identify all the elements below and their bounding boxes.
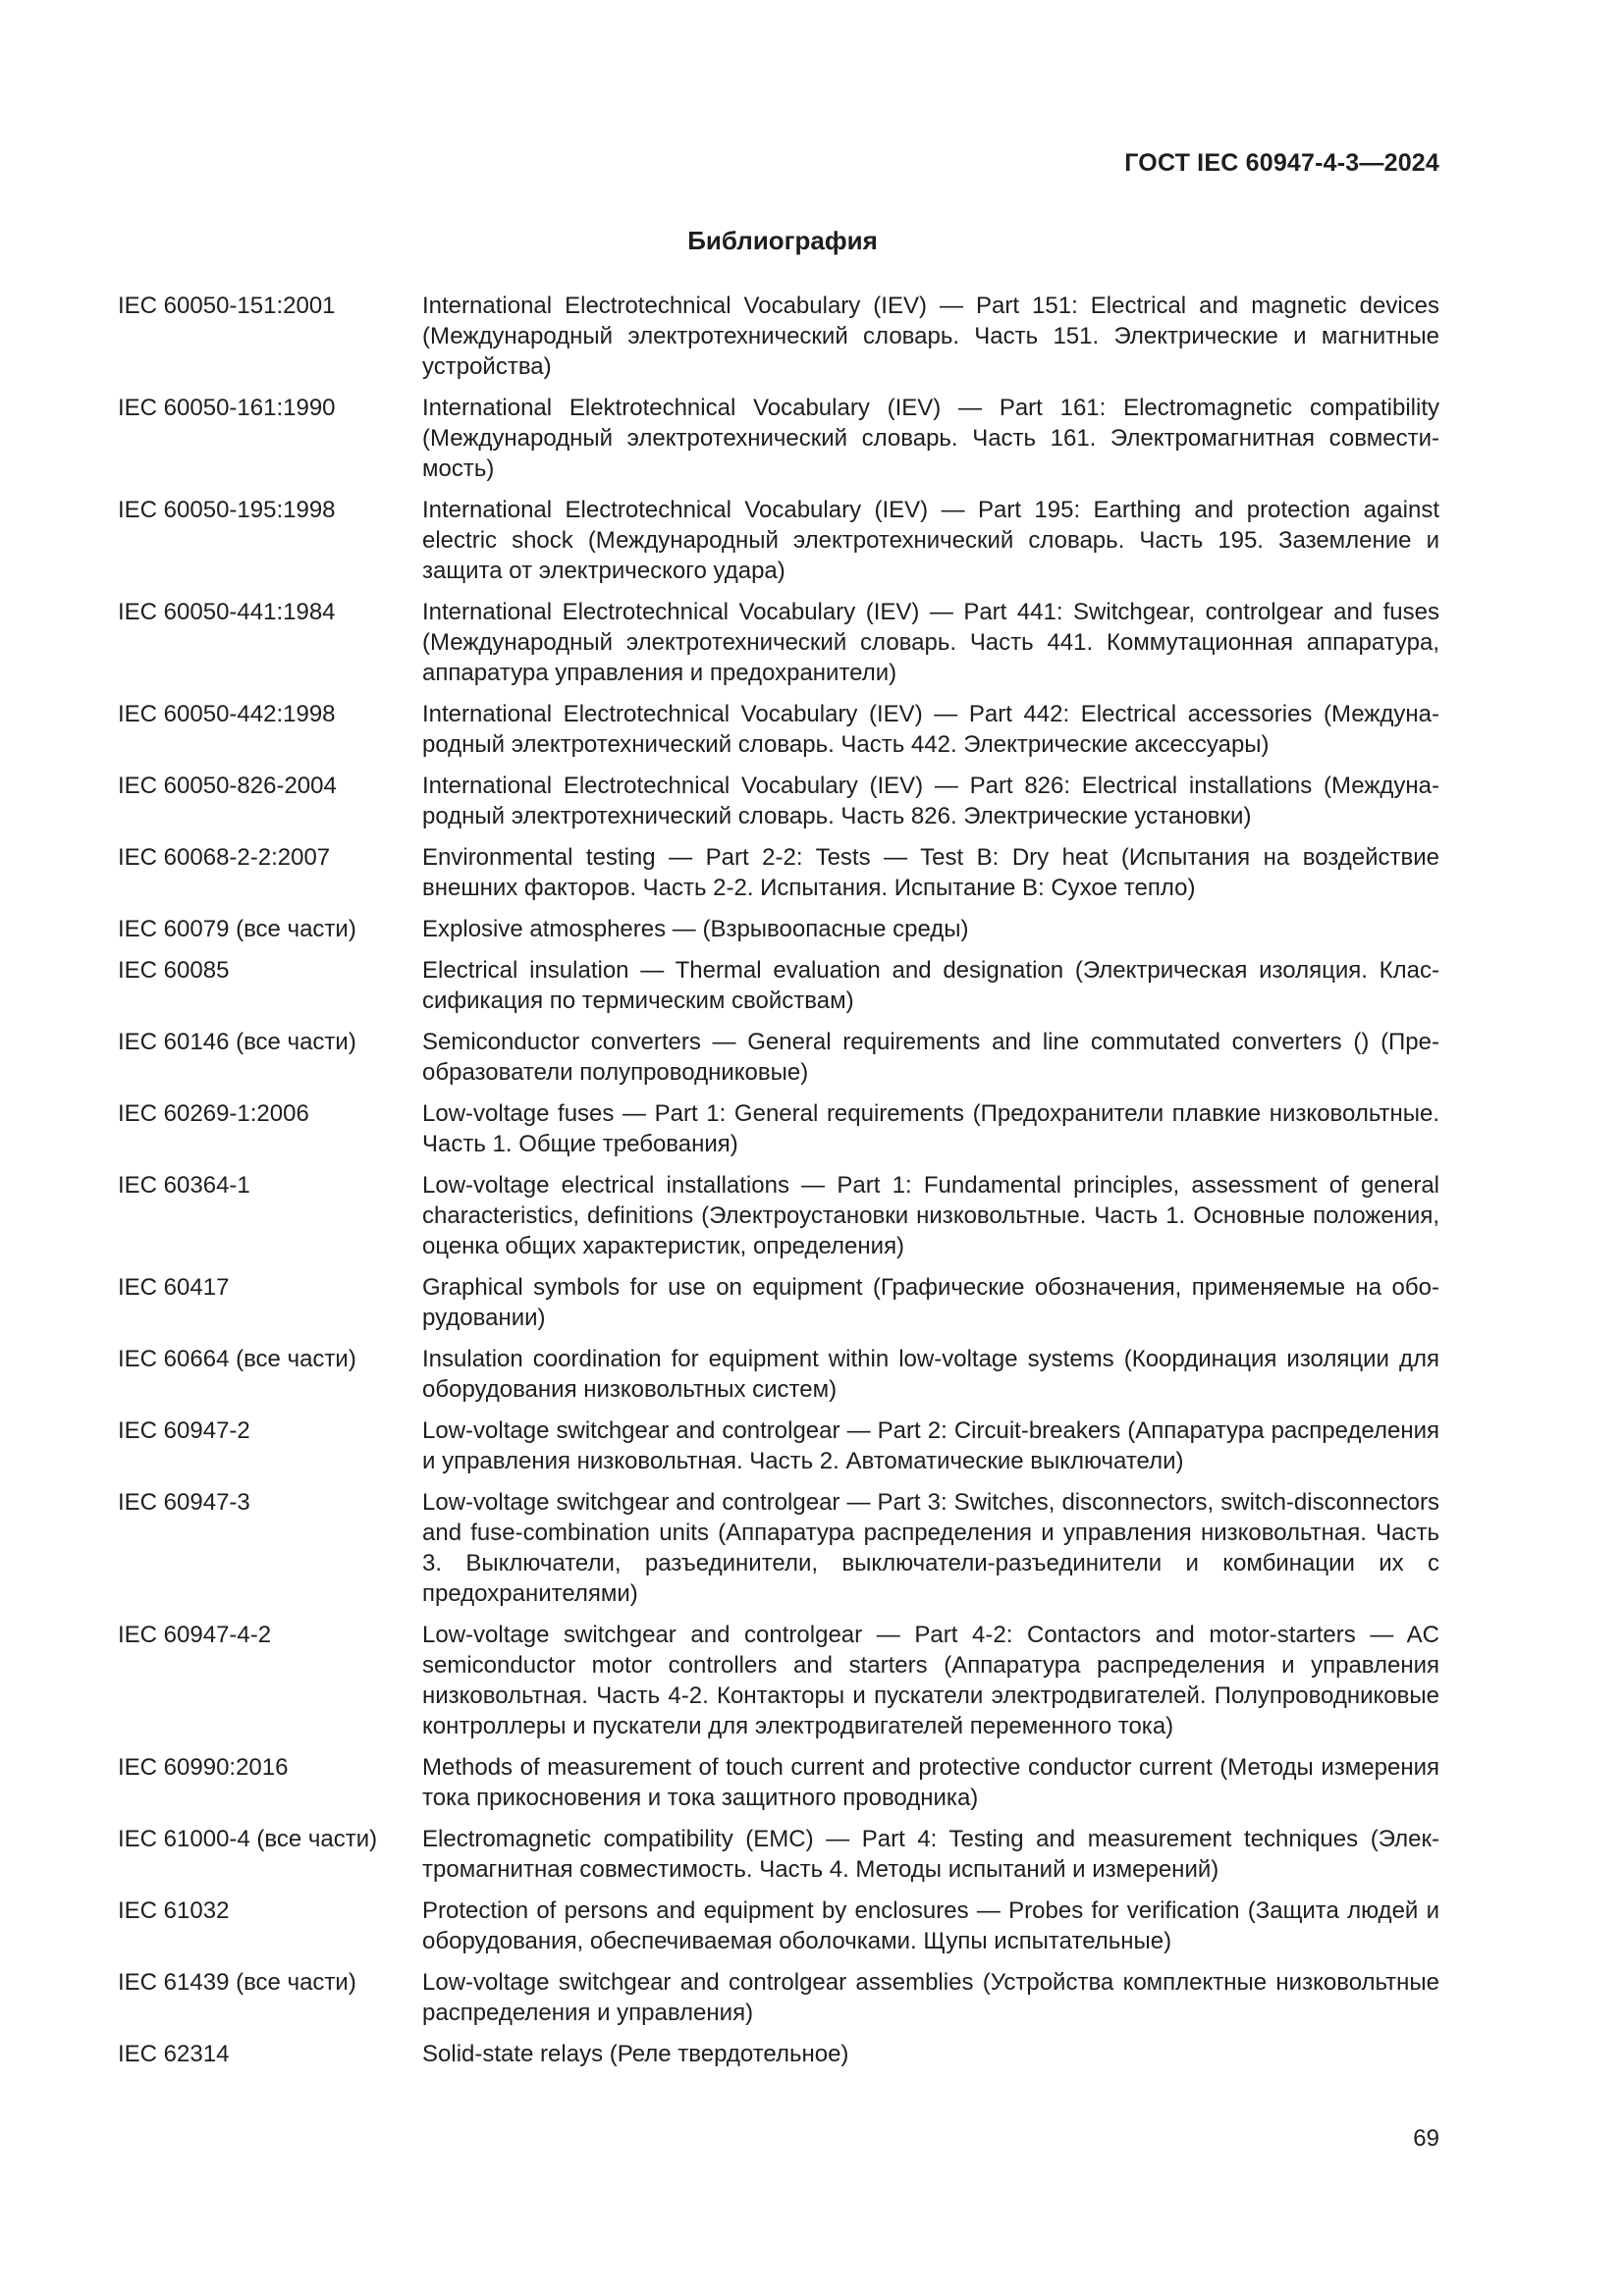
entry-code: IEC 60050-195:1998 bbox=[118, 497, 336, 523]
entry-description: Low-voltage switchgear and controlgear — Part 4-2: Contactors and motor-starters — AC semiconductor motor controllers and starters (Аппаратура распределения и управления низковольтная. Часть 4-2. Контакторы и пускатели электродвигателей. Полупроводниковые контроллеры и пускатели для электродвигателей переменного тока) bbox=[422, 1622, 1439, 1739]
entry-description: Low-voltage switchgear and controlgear — Part 2: Circuit-breakers (Аппаратура распределения и управления низковольтная. Часть 2. Автоматические выключатели) bbox=[422, 1417, 1439, 1474]
entry-code: IEC 60050-826-2004 bbox=[118, 773, 337, 799]
bibliography-entry bbox=[118, 1620, 1439, 1741]
entry-code: IEC 60947-3 bbox=[118, 1489, 250, 1516]
bibliography-list bbox=[118, 291, 1439, 2080]
entry-description: Electromagnetic compatibility (EMC) — Part 4: Testing and measurement techniques (Электромагнитная совместимость. Часть 4. Методы испытаний и измерений) bbox=[422, 1826, 1439, 1883]
entry-code: IEC 60269-1:2006 bbox=[118, 1100, 309, 1127]
entry-description: Electrical insulation — Thermal evaluation and designation (Электрическая изоляция. Классификация по термическим свойствам) bbox=[422, 957, 1439, 1014]
bibliography-entry bbox=[118, 1344, 1439, 1405]
entry-description: Insulation coordination for equipment within low-voltage systems (Координация изоляции для оборудования низковольтных систем) bbox=[422, 1346, 1439, 1403]
page-number: 69 bbox=[1413, 2125, 1439, 2152]
entry-description: International Electrotechnical Vocabulary (IEV) — Part 195: Earthing and protection against electric shock (Международный электротехнический словарь. Часть 195. Заземление и защита от электрического удара) bbox=[422, 497, 1439, 584]
bibliography-entry bbox=[118, 914, 1439, 944]
bibliography-entry bbox=[118, 291, 1439, 382]
entry-code: IEC 62314 bbox=[118, 2041, 230, 2067]
entry-code: IEC 60990:2016 bbox=[118, 1754, 289, 1781]
bibliography-entry bbox=[118, 955, 1439, 1016]
bibliography-entry bbox=[118, 1027, 1439, 1088]
entry-code: IEC 60050-441:1984 bbox=[118, 599, 336, 625]
bibliography-entry bbox=[118, 1752, 1439, 1813]
entry-description: Low-voltage switchgear and controlgear assemblies (Устройства комплектные низковольтные распределения и управления) bbox=[422, 1969, 1439, 2026]
entry-code: IEC 60664 (все части) bbox=[118, 1346, 356, 1372]
entry-code: IEC 61032 bbox=[118, 1897, 230, 1924]
bibliography-entry bbox=[118, 2039, 1439, 2069]
entry-description: Graphical symbols for use on equipment (Графические обозначения, применяемые на оборудовании) bbox=[422, 1274, 1439, 1331]
entry-code: IEC 60364-1 bbox=[118, 1172, 250, 1199]
entry-code: IEC 60947-2 bbox=[118, 1417, 250, 1444]
entry-description: International Elektrotechnical Vocabulary (IEV) — Part 161: Electromagnetic compatibility (Международный электротехнический словарь. Часть 161. Электромагнитная совместимость) bbox=[422, 395, 1439, 482]
entry-code: IEC 60068-2-2:2007 bbox=[118, 844, 331, 871]
entry-code: IEC 60050-442:1998 bbox=[118, 701, 336, 727]
entry-description: Methods of measurement of touch current and protective conductor current (Методы измерения тока прикосновения и тока защитного проводника) bbox=[422, 1754, 1439, 1811]
entry-description: International Electrotechnical Vocabulary (IEV) — Part 151: Electrical and magnetic devices (Международный электротехнический словарь. Часть 151. Электрические и магнитные устройства) bbox=[422, 293, 1439, 380]
bibliography-entry bbox=[118, 495, 1439, 586]
entry-description: Semiconductor converters — General requirements and line commutated converters () (Преобразователи полупроводниковые) bbox=[422, 1029, 1439, 1086]
entry-code: IEC 60146 (все части) bbox=[118, 1029, 356, 1055]
bibliography-entry bbox=[118, 597, 1439, 688]
entry-description: Low-voltage switchgear and controlgear — Part 3: Switches, disconnectors, switch-disconnectors and fuse-combination units (Аппаратура распределения и управления низковольтная. Часть 3. Выключатели, разъединители, выключатели-разъединители и комбинации их с предохранителями) bbox=[422, 1489, 1439, 1607]
bibliography-entry bbox=[118, 1896, 1439, 1956]
bibliography-entry bbox=[118, 1415, 1439, 1476]
entry-code: IEC 60050-151:2001 bbox=[118, 293, 336, 319]
entry-code: IEC 61000-4 (все части) bbox=[118, 1826, 378, 1852]
bibliography-entry bbox=[118, 1824, 1439, 1885]
entry-description: Protection of persons and equipment by enclosures — Probes for verification (Защита людей и оборудования, обеспечиваемая оболочками. Щупы испытательные) bbox=[422, 1897, 1439, 1954]
entry-code: IEC 61439 (все части) bbox=[118, 1969, 356, 1996]
entry-description: Environmental testing — Part 2-2: Tests — Test B: Dry heat (Испытания на воздействие внешних факторов. Часть 2-2. Испытания. Испытание В: Сухое тепло) bbox=[422, 844, 1439, 901]
entry-description: International Electrotechnical Vocabulary (IEV) — Part 441: Switchgear, controlgear and fuses (Международный электротехнический словарь. Часть 441. Коммутационная аппаратура, аппаратура управления и предохранители) bbox=[422, 599, 1439, 686]
entry-code: IEC 60947-4-2 bbox=[118, 1622, 272, 1648]
bibliography-entry bbox=[118, 771, 1439, 831]
entry-code: IEC 60050-161:1990 bbox=[118, 395, 336, 421]
entry-description: Low-voltage fuses — Part 1: General requirements (Предохранители плавкие низковольтные. Часть 1. Общие требования) bbox=[422, 1100, 1439, 1157]
bibliography-entry bbox=[118, 1098, 1439, 1159]
section-title: Библиография bbox=[687, 226, 878, 255]
bibliography-entry bbox=[118, 393, 1439, 484]
bibliography-entry bbox=[118, 1170, 1439, 1261]
document-header-standard: ГОСТ IEC 60947-4-3—2024 bbox=[1124, 149, 1439, 177]
entry-description: Solid-state relays (Реле твердотельное) bbox=[422, 2041, 849, 2067]
entry-description: International Electrotechnical Vocabulary (IEV) — Part 442: Electrical accessories (Международный электротехнический словарь. Часть 442. Электрические аксессуары) bbox=[422, 701, 1439, 758]
entry-code: IEC 60417 bbox=[118, 1274, 230, 1301]
entry-code: IEC 60079 (все части) bbox=[118, 916, 356, 942]
bibliography-entry bbox=[118, 1272, 1439, 1333]
bibliography-entry bbox=[118, 842, 1439, 903]
bibliography-entry bbox=[118, 699, 1439, 760]
bibliography-entry bbox=[118, 1967, 1439, 2028]
entry-code: IEC 60085 bbox=[118, 957, 230, 984]
entry-description: Explosive atmospheres — (Взрывоопасные среды) bbox=[422, 916, 969, 942]
entry-description: International Electrotechnical Vocabulary (IEV) — Part 826: Electrical installations (Международный электротехнический словарь. Часть 826. Электрические установки) bbox=[422, 773, 1439, 829]
entry-description: Low-voltage electrical installations — Part 1: Fundamental principles, assessment of general characteristics, definitions (Электроустановки низковольтные. Часть 1. Основные положения, оценка общих характеристик, определения) bbox=[422, 1172, 1439, 1259]
bibliography-entry bbox=[118, 1487, 1439, 1609]
